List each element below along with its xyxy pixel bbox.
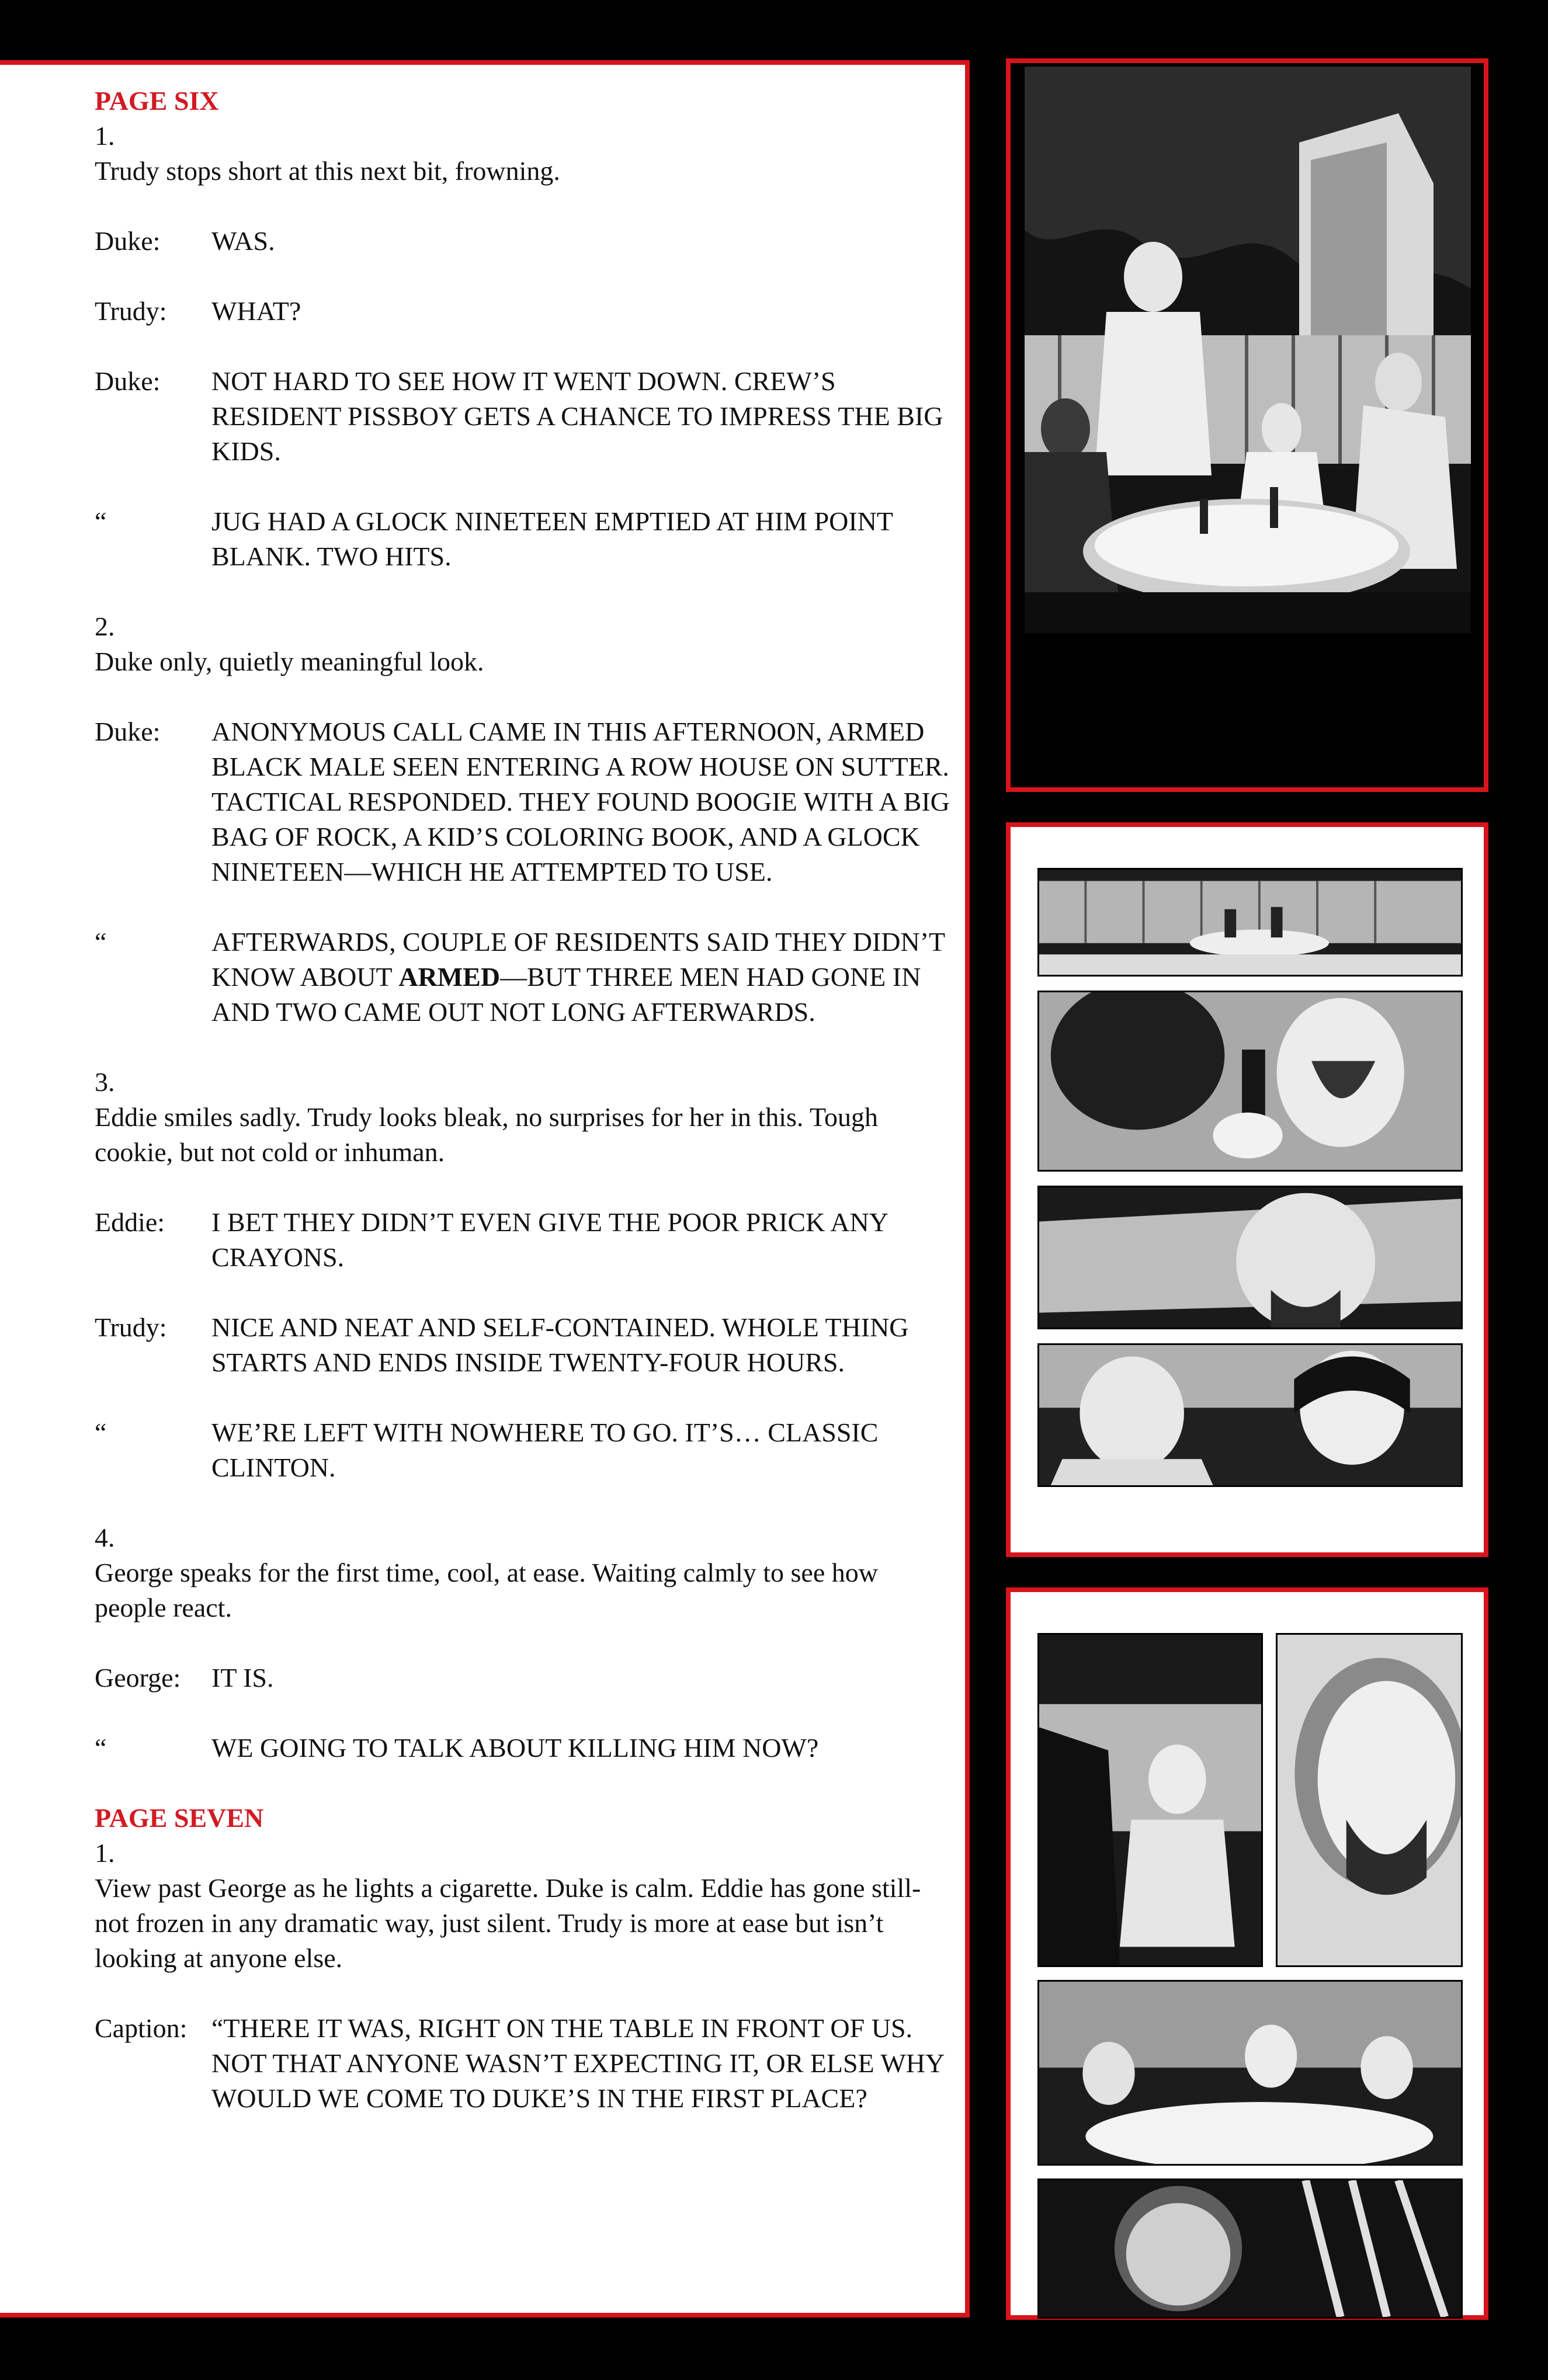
script-page — [0, 60, 970, 2318]
speaker: “ — [95, 1733, 107, 1763]
script-text — [95, 84, 953, 2116]
speaker: George: — [95, 1663, 181, 1693]
speaker: Trudy: — [95, 1312, 167, 1342]
dialogue-text: WE’RE LEFT WITH NOWHERE TO GO. IT’S… CLASSIC CLINTON. — [211, 1417, 879, 1482]
panel-number: 1. — [95, 121, 115, 151]
comic-panel — [1037, 991, 1463, 1172]
speaker: “ — [95, 927, 107, 957]
dialogue-text: WE GOING TO TALK ABOUT KILLING HIM NOW? — [211, 1733, 819, 1763]
dialogue-line — [95, 1415, 953, 1485]
dialogue-line — [95, 294, 953, 329]
dialogue-line — [95, 504, 953, 574]
speaker: Eddie: — [95, 1207, 165, 1237]
art-thumbnail-page — [1006, 822, 1488, 1557]
dialogue-line — [95, 2011, 953, 2116]
man-portrait-illustration — [1039, 1187, 1461, 1328]
dialogue-line — [95, 1731, 953, 1766]
speaker: “ — [95, 1417, 107, 1447]
panel-description: View past George as he lights a cigarette. Duke is calm. Eddie has gone still- not frozen in any dramatic way, just silent. Trudy is more at ease but isn’t looking at anyone else. — [95, 1873, 921, 1973]
dialogue-text: JUG HAD A GLOCK NINETEEN EMPTIED AT HIM POINT BLANK. TWO HITS. — [211, 506, 893, 571]
speaker: Duke: — [95, 366, 161, 396]
dialogue-line — [95, 1310, 953, 1380]
panel-description: Trudy stops short at this next bit, frowning. — [95, 156, 560, 186]
comic-panel — [1037, 868, 1463, 977]
panel-description: Eddie smiles sadly. Trudy looks bleak, no surprises for her in this. Tough cookie, but not cold or inhuman. — [95, 1102, 878, 1167]
panel-number: 1. — [95, 1838, 115, 1868]
art-thumbnail-splash — [1006, 58, 1488, 792]
dialogue-text-part: AFTERWARDS, COUPLE OF RESIDENTS SAID THEY DIDN’T KNOW ABOUT — [211, 927, 945, 992]
panel-description: Duke only, quietly meaningful look. — [95, 647, 484, 676]
dialogue-line — [95, 364, 953, 469]
comic-panel — [1276, 1633, 1463, 1967]
dialogue-line — [95, 224, 953, 259]
speaker: Duke: — [95, 226, 161, 256]
dialogue-text: ANONYMOUS CALL CAME IN THIS AFTERNOON, ARMED BLACK MALE SEEN ENTERING A ROW HOUSE ON SUTTER. TACTICAL RESPONDED. THEY FOUND BOOGIE WITH A BIG BAG OF ROCK, A KID’S COLORING BOOK, AND A GLOCK NINETEEN—WHICH HE ATTEMPTED TO USE. — [211, 717, 950, 887]
bold-word: ARMED — [398, 962, 501, 992]
dialogue-text: IT IS. — [211, 1663, 274, 1693]
comic-panel — [1037, 1633, 1263, 1967]
dialogue-text: “THERE IT WAS, RIGHT ON THE TABLE IN FRONT OF US. NOT THAT ANYONE WASN’T EXPECTING IT, OR ELSE WHY WOULD WE COME TO DUKE’S IN THE FIRST PLACE? — [211, 2013, 944, 2113]
speaker: Caption: — [95, 2013, 188, 2043]
dialogue-text: NOT HARD TO SEE HOW IT WENT DOWN. CREW’S RESIDENT PISSBOY GETS A CHANCE TO IMPRESS THE BIG KIDS. — [211, 366, 943, 466]
page-seven-heading: PAGE SEVEN — [95, 1803, 264, 1833]
man-smoking-illustration — [1039, 2180, 1461, 2317]
art-thumbnail-page — [1006, 1587, 1488, 2320]
backyard-scene-illustration — [1025, 67, 1471, 633]
man-closeup-illustration — [1278, 1635, 1461, 1965]
panel-number: 3. — [95, 1067, 115, 1097]
group-at-table-illustration — [1039, 1982, 1461, 2164]
panel-description: George speaks for the first time, cool, at ease. Waiting calmly to see how people react. — [95, 1558, 878, 1622]
comic-panel — [1037, 1343, 1463, 1487]
dialogue-line — [95, 1205, 953, 1275]
closeup-bottle-illustration — [1039, 992, 1461, 1170]
comic-panel — [1037, 2179, 1463, 2319]
dialogue-text: WHAT? — [211, 296, 301, 326]
dialogue-text: NICE AND NEAT AND SELF-CONTAINED. WHOLE THING STARTS AND ENDS INSIDE TWENTY-FOUR HOURS. — [211, 1312, 909, 1377]
dialogue-text: I BET THEY DIDN’T EVEN GIVE THE POOR PRICK ANY CRAYONS. — [211, 1207, 888, 1272]
dialogue-text — [211, 925, 953, 1030]
comic-panel — [1037, 1186, 1463, 1329]
dialogue-text-part: —BUT THREE MEN HAD GONE IN AND TWO CAME OUT NOT LONG AFTERWARDS. — [211, 962, 921, 1027]
splash-panel — [1025, 67, 1471, 633]
speaker: “ — [95, 506, 107, 536]
comic-panel — [1037, 1980, 1463, 2166]
dialogue-line — [95, 714, 953, 890]
yard-wide-illustration — [1039, 870, 1461, 975]
speaker: Duke: — [95, 717, 161, 746]
panel-number: 2. — [95, 611, 115, 641]
two-faces-illustration — [1039, 1345, 1461, 1485]
dialogue-line — [95, 1660, 953, 1695]
speaker: Trudy: — [95, 296, 167, 326]
woman-at-table-illustration — [1039, 1635, 1261, 1965]
dialogue-text: WAS. — [211, 226, 275, 256]
page-six-heading: PAGE SIX — [95, 86, 219, 116]
dialogue-line — [95, 925, 953, 1030]
panel-number: 4. — [95, 1523, 115, 1552]
